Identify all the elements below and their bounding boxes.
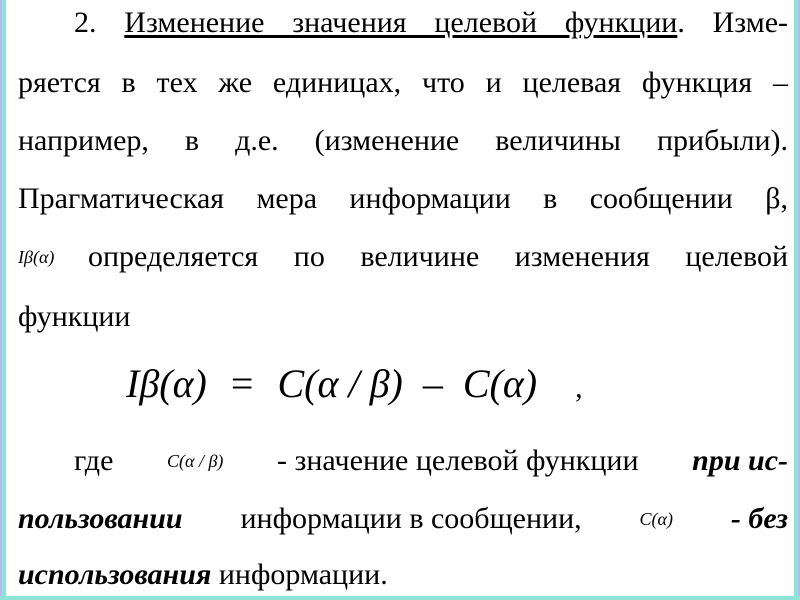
text-line-9 [18,558,788,592]
formula-minus: – [422,361,443,406]
emphasis-text: пользовании [18,502,183,535]
formula-comma: , [575,371,583,404]
section-title: Изменение значения целевой функции [124,6,678,39]
inline-formula-c-alpha: C(α) [639,509,673,529]
formula-lhs: Iβ(α) [126,361,207,406]
formula-term2: C(α) [462,361,538,406]
text-line-4: Прагматическая мера информации в сообщении β, [18,182,788,215]
text-line-2: ряется в тех же единицах, что и целевая функция – [18,66,788,99]
text-line-3: например, в д.е. (изменение величины прибыли). [18,124,788,157]
emphasis-text: при ис- [692,444,788,477]
main-formula [126,360,583,412]
text-fragment: информации. [218,558,388,591]
text-line-1 [18,6,788,40]
text-fragment: - значение целевой функции [277,444,639,477]
formula-term1: C(α / β) [277,361,403,406]
text-fragment: информации в сообщении, [240,502,582,535]
emphasis-text: - без [730,502,788,535]
item-number: 2. [74,6,97,39]
text-line-5 [18,240,788,274]
text-fragment: определяется по величине изменения целевой [88,240,788,273]
formula-equals: = [230,361,254,406]
text-line-7 [18,444,788,478]
text-line-6: функции [18,300,131,333]
text-fragment: . Изме- [677,6,788,39]
text-where: где [74,444,114,477]
inline-formula-i-beta: Iβ(α) [18,247,55,267]
text-line-8 [18,502,788,536]
emphasis-text: использования [18,558,212,591]
inline-formula-c-alpha-beta: C(α / β) [167,451,224,471]
